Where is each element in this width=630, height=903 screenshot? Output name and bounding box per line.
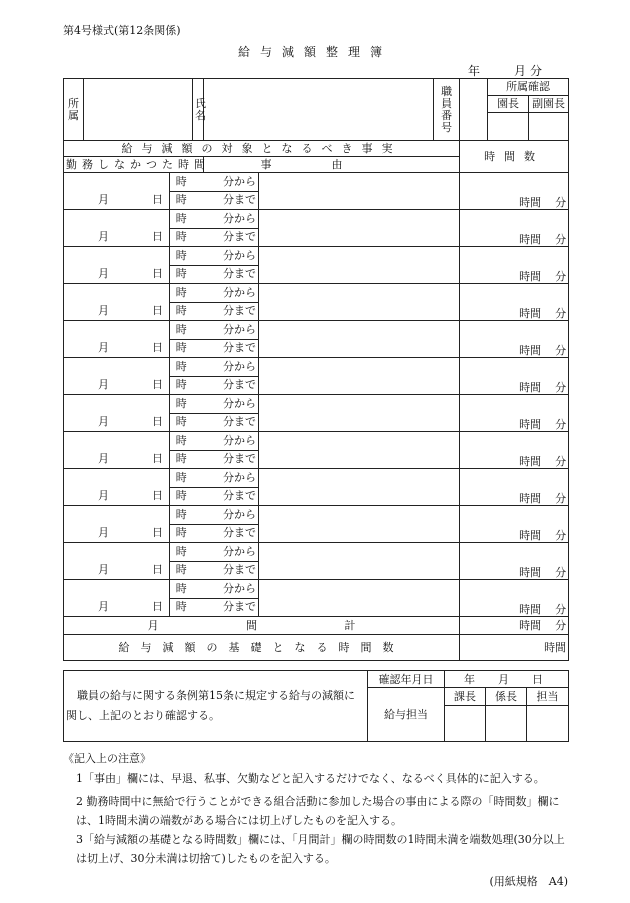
date-field[interactable]: [64, 358, 170, 377]
date-field[interactable]: [64, 469, 170, 488]
hours-unit-label: 時間: [519, 196, 542, 209]
hours-header: 時間数: [460, 141, 569, 173]
subsection-chief-label: 係長: [486, 688, 527, 706]
confirmation-statement: 職員の給与に関する条例第15条に規定する給与の減額に関し、上記のとおり確認する。: [64, 671, 368, 742]
hour-to-label: 時: [170, 524, 193, 543]
hours-unit-label: 時間: [519, 529, 542, 542]
reason-field[interactable]: [259, 469, 460, 506]
day-label: 日: [152, 341, 163, 354]
date-cell[interactable]: [64, 376, 170, 395]
month-label: 月分: [514, 64, 547, 78]
hours-unit-label: 時間: [519, 492, 542, 505]
month-label: 月: [98, 563, 109, 576]
from-label: 分から: [193, 358, 259, 377]
hours-unit-label: 時間: [519, 233, 542, 246]
staff-number-field[interactable]: [460, 79, 488, 141]
hours-field[interactable]: [460, 543, 569, 580]
minutes-unit-label: 分: [555, 233, 567, 246]
monthly-total-ma: 間: [246, 618, 258, 632]
to-label: 分まで: [193, 487, 259, 506]
time-entry-row: [64, 321, 569, 340]
to-label: 分まで: [193, 228, 259, 247]
form-title: 給与減額整理簿: [237, 45, 392, 59]
day-label: 日: [152, 193, 163, 206]
reason-field[interactable]: [259, 358, 460, 395]
minutes-unit-label: 分: [555, 381, 567, 394]
director-label: 園長: [488, 96, 529, 113]
date-field[interactable]: [64, 173, 170, 192]
from-label: 分から: [193, 173, 259, 192]
day-label: 日: [152, 415, 163, 428]
date-field[interactable]: [64, 284, 170, 303]
form-number: 第4号様式(第12条関係): [63, 24, 181, 37]
hour-to-label: 時: [170, 413, 193, 432]
reason-field[interactable]: [259, 506, 460, 543]
hour-from-label: 時: [170, 210, 193, 229]
hours-field[interactable]: [460, 321, 569, 358]
note-item-1: 1「事由」欄には、早退、私事、欠勤などと記入するだけでなく、なるべく具体的に記入する。: [76, 772, 545, 785]
hours-unit-label: 時間: [519, 270, 542, 283]
minutes-unit-label: 分: [555, 566, 567, 579]
hours-field[interactable]: [460, 358, 569, 395]
reason-field[interactable]: [259, 247, 460, 284]
payroll-label: 給与担当: [368, 688, 445, 742]
director-seal-box[interactable]: [488, 113, 529, 141]
hour-to-label: 時: [170, 487, 193, 506]
reason-field[interactable]: [259, 543, 460, 580]
monthly-total-kei: 計: [344, 618, 356, 632]
day-label: 日: [152, 230, 163, 243]
month-label: 月: [98, 526, 109, 539]
hour-to-label: 時: [170, 450, 193, 469]
month-label: 月: [98, 304, 109, 317]
in-charge-label: 担当: [527, 688, 569, 706]
affiliation-field[interactable]: [84, 79, 193, 141]
hour-to-label: 時: [170, 302, 193, 321]
minutes-unit-label: 分: [555, 418, 567, 431]
to-label: 分まで: [193, 561, 259, 580]
from-label: 分から: [193, 321, 259, 340]
hour-from-label: 時: [170, 469, 193, 488]
month-label: 月: [98, 452, 109, 465]
hours-field[interactable]: [460, 173, 569, 210]
from-label: 分から: [193, 210, 259, 229]
month-label: 月: [98, 230, 109, 243]
section-chief-seal-box[interactable]: [445, 706, 486, 742]
hour-from-label: 時: [170, 173, 193, 192]
hour-to-label: 時: [170, 265, 193, 284]
hours-field[interactable]: [460, 506, 569, 543]
hour-from-label: 時: [170, 580, 193, 599]
from-label: 分から: [193, 432, 259, 451]
hour-from-label: 時: [170, 395, 193, 414]
time-entry-row: [64, 506, 569, 525]
paper-size: (用紙規格 A4): [489, 875, 568, 888]
time-entry-row: [64, 395, 569, 414]
monthly-minutes-unit: 分: [555, 618, 567, 632]
reason-header: 事由: [204, 157, 460, 173]
hour-to-label: 時: [170, 339, 193, 358]
from-label: 分から: [193, 247, 259, 266]
minutes-unit-label: 分: [555, 529, 567, 542]
to-label: 分まで: [193, 598, 259, 617]
affiliation-label: 所属: [64, 79, 84, 141]
date-field[interactable]: [64, 247, 170, 266]
hour-to-label: 時: [170, 598, 193, 617]
time-entry-row: [64, 469, 569, 488]
time-entry-row: [64, 173, 569, 192]
time-entry-row: [64, 543, 569, 562]
date-cell[interactable]: [64, 265, 170, 284]
to-label: 分まで: [193, 191, 259, 210]
confirm-date-value[interactable]: 年 月 日: [445, 671, 569, 688]
notes-heading: 《記入上の注意》: [63, 752, 151, 765]
reason-field[interactable]: [259, 321, 460, 358]
date-field[interactable]: [64, 395, 170, 414]
base-hours-field[interactable]: 時間: [460, 635, 569, 661]
hour-from-label: 時: [170, 506, 193, 525]
date-cell[interactable]: [64, 598, 170, 617]
to-label: 分まで: [193, 376, 259, 395]
time-entry-row: [64, 284, 569, 303]
hours-field[interactable]: [460, 210, 569, 247]
hour-from-label: 時: [170, 543, 193, 562]
month-label: 月: [98, 415, 109, 428]
month-label: 月: [98, 489, 109, 502]
time-entry-row: [64, 432, 569, 451]
hours-field[interactable]: [460, 469, 569, 506]
confirmation-header: 所属確認: [488, 79, 569, 96]
hours-unit-label: 時間: [519, 381, 542, 394]
reduction-register-table: [63, 78, 569, 661]
from-label: 分から: [193, 506, 259, 525]
date-cell[interactable]: [64, 561, 170, 580]
hour-to-label: 時: [170, 191, 193, 210]
to-label: 分まで: [193, 265, 259, 284]
to-label: 分まで: [193, 450, 259, 469]
reason-field[interactable]: [259, 580, 460, 617]
date-field[interactable]: [64, 580, 170, 599]
hours-field[interactable]: [460, 284, 569, 321]
date-cell[interactable]: [64, 191, 170, 210]
in-charge-seal-box[interactable]: [527, 706, 569, 742]
minutes-unit-label: 分: [555, 196, 567, 209]
minutes-unit-label: 分: [555, 344, 567, 357]
vice-director-label: 副園長: [529, 96, 569, 113]
day-label: 日: [152, 378, 163, 391]
date-cell[interactable]: [64, 524, 170, 543]
from-label: 分から: [193, 469, 259, 488]
to-label: 分まで: [193, 302, 259, 321]
facts-header: 給与減額の対象となるべき事実: [64, 141, 460, 157]
date-field[interactable]: [64, 543, 170, 562]
base-hours-label: 給与減額の基礎となる時間数: [64, 635, 460, 661]
day-label: 日: [152, 452, 163, 465]
date-cell[interactable]: [64, 413, 170, 432]
day-label: 日: [152, 304, 163, 317]
date-field[interactable]: [64, 210, 170, 229]
hours-field[interactable]: [460, 395, 569, 432]
note-item-3: 3「給与減額の基礎となる時間数」欄には、「月間計」欄の時間数の1時間未満を端数処理(30分以上は切上げ、30分未満は切捨て)したものを記入する。: [76, 833, 565, 865]
hours-unit-label: 時間: [519, 418, 542, 431]
monthly-total-m: 月: [147, 618, 159, 632]
from-label: 分から: [193, 284, 259, 303]
time-entry-row: [64, 247, 569, 266]
month-label: 月: [98, 341, 109, 354]
minutes-unit-label: 分: [555, 455, 567, 468]
minutes-unit-label: 分: [555, 270, 567, 283]
hours-unit-label: 時間: [519, 344, 542, 357]
day-label: 日: [152, 600, 163, 613]
date-field[interactable]: [64, 432, 170, 451]
reason-field[interactable]: [259, 210, 460, 247]
subsection-chief-seal-box[interactable]: [486, 706, 527, 742]
hour-from-label: 時: [170, 432, 193, 451]
date-cell[interactable]: [64, 487, 170, 506]
date-cell[interactable]: [64, 450, 170, 469]
hours-unit-label: 時間: [519, 603, 542, 616]
reason-field[interactable]: [259, 284, 460, 321]
hour-to-label: 時: [170, 376, 193, 395]
minutes-unit-label: 分: [555, 492, 567, 505]
year-label: 年: [468, 64, 481, 78]
hour-from-label: 時: [170, 358, 193, 377]
from-label: 分から: [193, 580, 259, 599]
not-worked-header: 勤務しなかつた時間: [64, 157, 204, 173]
hour-from-label: 時: [170, 247, 193, 266]
reason-field[interactable]: [259, 395, 460, 432]
section-chief-label: 課長: [445, 688, 486, 706]
to-label: 分まで: [193, 339, 259, 358]
minutes-unit-label: 分: [555, 603, 567, 616]
base-hours-row: [64, 635, 569, 661]
time-entry-row: [64, 358, 569, 377]
hour-from-label: 時: [170, 284, 193, 303]
note-item-2: 2 勤務時間中に無給で行うことができる組合活動に参加した場合の事由による際の「時間数」欄には、1時間未満の端数がある場合には切上げしたものを記入する。: [76, 795, 560, 827]
date-field[interactable]: [64, 506, 170, 525]
hour-to-label: 時: [170, 561, 193, 580]
month-label: 月: [98, 267, 109, 280]
vice-director-seal-box[interactable]: [529, 113, 569, 141]
confirmation-table: [63, 670, 569, 742]
month-label: 月: [98, 600, 109, 613]
name-field[interactable]: [204, 79, 434, 141]
minutes-unit-label: 分: [555, 307, 567, 320]
day-label: 日: [152, 267, 163, 280]
hour-from-label: 時: [170, 321, 193, 340]
day-label: 日: [152, 489, 163, 502]
month-label: 月: [98, 378, 109, 391]
to-label: 分まで: [193, 524, 259, 543]
confirm-date-label: 確認年月日: [368, 671, 445, 688]
from-label: 分から: [193, 395, 259, 414]
to-label: 分まで: [193, 413, 259, 432]
monthly-total-field[interactable]: [460, 617, 569, 635]
date-cell[interactable]: [64, 339, 170, 358]
date-field[interactable]: [64, 321, 170, 340]
time-entry-row: [64, 580, 569, 599]
day-label: 日: [152, 526, 163, 539]
reason-field[interactable]: [259, 432, 460, 469]
hours-unit-label: 時間: [519, 566, 542, 579]
reason-field[interactable]: [259, 173, 460, 210]
hours-unit-label: 時間: [519, 455, 542, 468]
hours-field[interactable]: [460, 432, 569, 469]
monthly-hours-unit: 時間: [519, 618, 542, 632]
from-label: 分から: [193, 543, 259, 562]
name-label: 氏名: [193, 79, 204, 141]
hours-field[interactable]: [460, 247, 569, 284]
staff-number-label: 職員番号: [434, 79, 460, 141]
hours-field[interactable]: [460, 580, 569, 617]
time-entry-row: [64, 210, 569, 229]
monthly-total-row: [64, 617, 569, 635]
hours-unit-label: 時間: [519, 307, 542, 320]
hour-to-label: 時: [170, 228, 193, 247]
day-label: 日: [152, 563, 163, 576]
month-label: 月: [98, 193, 109, 206]
date-cell[interactable]: [64, 228, 170, 247]
date-cell[interactable]: [64, 302, 170, 321]
